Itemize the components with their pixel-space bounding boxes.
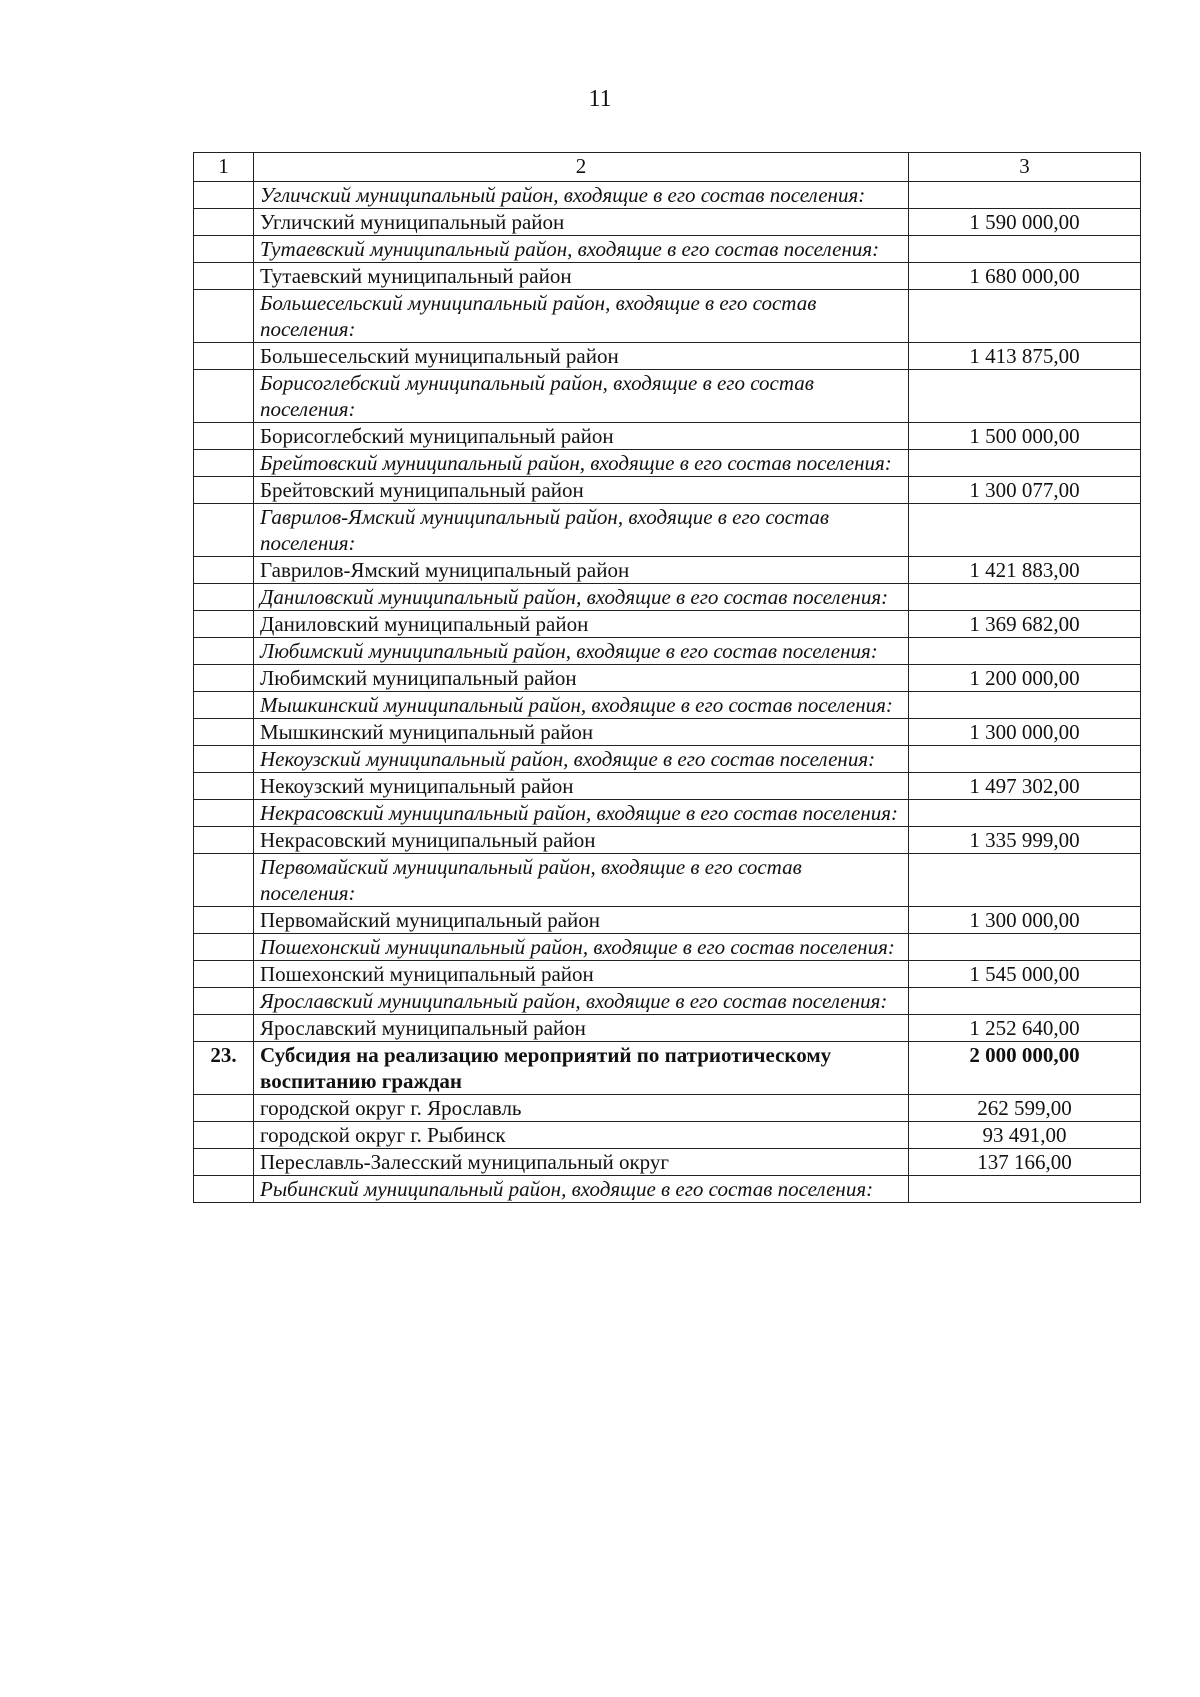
- table-row: [194, 988, 1141, 1015]
- table-header-row: [194, 153, 1141, 182]
- row-number-cell: [194, 557, 254, 584]
- row-name: Угличский муниципальный район: [254, 209, 909, 236]
- table-row: [194, 907, 1141, 934]
- header-col-1: 1: [194, 153, 254, 182]
- row-number-cell: [194, 504, 254, 557]
- row-number-cell: [194, 773, 254, 800]
- row-number-cell: [194, 961, 254, 988]
- row-name: Брейтовский муниципальный район: [254, 477, 909, 504]
- row-amount: [909, 934, 1141, 961]
- table-row: [194, 1095, 1141, 1122]
- row-amount: 1 421 883,00: [909, 557, 1141, 584]
- row-amount: [909, 854, 1141, 907]
- table-row: [194, 800, 1141, 827]
- table-row: [194, 692, 1141, 719]
- row-name: Некоузский муниципальный район: [254, 773, 909, 800]
- row-subheading: Ярославский муниципальный район, входящие в его состав поселения:: [254, 988, 909, 1015]
- page-number: 11: [588, 86, 612, 112]
- row-number-cell: [194, 1122, 254, 1149]
- row-subheading: Мышкинский муниципальный район, входящие в его состав поселения:: [254, 692, 909, 719]
- row-amount: [909, 290, 1141, 343]
- row-number-cell: [194, 477, 254, 504]
- table-row: [194, 477, 1141, 504]
- row-amount: [909, 450, 1141, 477]
- row-subheading: Первомайский муниципальный район, входящие в его состав поселения:: [254, 854, 909, 907]
- row-subheading: Большесельский муниципальный район, входящие в его состав поселения:: [254, 290, 909, 343]
- row-name: Даниловский муниципальный район: [254, 611, 909, 638]
- row-number-cell: [194, 907, 254, 934]
- row-amount: 1 590 000,00: [909, 209, 1141, 236]
- row-number-cell: [194, 1176, 254, 1203]
- header-col-3: 3: [909, 153, 1141, 182]
- table-row: [194, 827, 1141, 854]
- row-subheading: Брейтовский муниципальный район, входящие в его состав поселения:: [254, 450, 909, 477]
- row-amount: [909, 182, 1141, 209]
- row-subheading: Гаврилов-Ямский муниципальный район, входящие в его состав поселения:: [254, 504, 909, 557]
- row-name: Переславль-Залесский муниципальный округ: [254, 1149, 909, 1176]
- table-row: [194, 236, 1141, 263]
- table-row: [194, 1122, 1141, 1149]
- row-name: Субсидия на реализацию мероприятий по патриотическому воспитанию граждан: [254, 1042, 909, 1095]
- row-amount: 1 497 302,00: [909, 773, 1141, 800]
- row-number-cell: [194, 1149, 254, 1176]
- table-row: [194, 746, 1141, 773]
- row-subheading: Борисоглебский муниципальный район, входящие в его состав поселения:: [254, 370, 909, 423]
- table-row: [194, 665, 1141, 692]
- row-number-cell: [194, 263, 254, 290]
- row-subheading: Рыбинский муниципальный район, входящие в его состав поселения:: [254, 1176, 909, 1203]
- row-subheading: Некрасовский муниципальный район, входящие в его состав поселения:: [254, 800, 909, 827]
- row-number-cell: [194, 423, 254, 450]
- row-number-cell: [194, 1015, 254, 1042]
- row-name: Любимский муниципальный район: [254, 665, 909, 692]
- table-row: [194, 343, 1141, 370]
- row-amount: 1 300 077,00: [909, 477, 1141, 504]
- row-number-cell: [194, 854, 254, 907]
- table-row: [194, 1176, 1141, 1203]
- table-row: [194, 557, 1141, 584]
- table-row: [194, 1015, 1141, 1042]
- row-amount: 93 491,00: [909, 1122, 1141, 1149]
- row-name: Некрасовский муниципальный район: [254, 827, 909, 854]
- row-number-cell: [194, 611, 254, 638]
- table-row: [194, 290, 1141, 343]
- row-number-cell: [194, 236, 254, 263]
- table-row: [194, 263, 1141, 290]
- row-number-cell: [194, 692, 254, 719]
- header-col-2: 2: [254, 153, 909, 182]
- row-number-cell: [194, 934, 254, 961]
- table-row: [194, 450, 1141, 477]
- row-amount: [909, 746, 1141, 773]
- table-row: [194, 638, 1141, 665]
- table-row-total: [194, 1042, 1141, 1095]
- row-amount: [909, 692, 1141, 719]
- row-name: городской округ г. Рыбинск: [254, 1122, 909, 1149]
- row-name: Первомайский муниципальный район: [254, 907, 909, 934]
- row-amount: 1 500 000,00: [909, 423, 1141, 450]
- table-row: [194, 1149, 1141, 1176]
- row-number-cell: [194, 719, 254, 746]
- row-subheading: Тутаевский муниципальный район, входящие в его состав поселения:: [254, 236, 909, 263]
- row-subheading: Угличский муниципальный район, входящие в его состав поселения:: [254, 182, 909, 209]
- row-amount: 137 166,00: [909, 1149, 1141, 1176]
- table-row: [194, 854, 1141, 907]
- row-number-cell: [194, 584, 254, 611]
- row-amount: 1 369 682,00: [909, 611, 1141, 638]
- row-amount: [909, 988, 1141, 1015]
- row-name: Ярославский муниципальный район: [254, 1015, 909, 1042]
- row-subheading: Некоузский муниципальный район, входящие в его состав поселения:: [254, 746, 909, 773]
- row-subheading: Даниловский муниципальный район, входящие в его состав поселения:: [254, 584, 909, 611]
- row-amount: 1 680 000,00: [909, 263, 1141, 290]
- table-row: [194, 182, 1141, 209]
- row-amount: 1 252 640,00: [909, 1015, 1141, 1042]
- row-amount: 1 300 000,00: [909, 907, 1141, 934]
- row-amount: 1 335 999,00: [909, 827, 1141, 854]
- row-amount: [909, 504, 1141, 557]
- row-number-cell: [194, 800, 254, 827]
- row-amount: 2 000 000,00: [909, 1042, 1141, 1095]
- row-amount: 1 545 000,00: [909, 961, 1141, 988]
- row-number-cell: [194, 988, 254, 1015]
- row-number-cell: [194, 827, 254, 854]
- row-subheading: Пошехонский муниципальный район, входящие в его состав поселения:: [254, 934, 909, 961]
- table-row: [194, 719, 1141, 746]
- row-subheading: Любимский муниципальный район, входящие в его состав поселения:: [254, 638, 909, 665]
- row-number-cell: [194, 370, 254, 423]
- row-amount: [909, 370, 1141, 423]
- row-number-cell: [194, 290, 254, 343]
- row-name: Тутаевский муниципальный район: [254, 263, 909, 290]
- row-amount: 1 200 000,00: [909, 665, 1141, 692]
- row-number-cell: [194, 209, 254, 236]
- row-name: Пошехонский муниципальный район: [254, 961, 909, 988]
- row-name: городской округ г. Ярославль: [254, 1095, 909, 1122]
- table-row: [194, 370, 1141, 423]
- row-number-cell: [194, 450, 254, 477]
- row-amount: 1 300 000,00: [909, 719, 1141, 746]
- row-number-cell: [194, 665, 254, 692]
- row-amount: 262 599,00: [909, 1095, 1141, 1122]
- row-name: Гаврилов-Ямский муниципальный район: [254, 557, 909, 584]
- row-name: Большесельский муниципальный район: [254, 343, 909, 370]
- table-row: [194, 961, 1141, 988]
- row-name: Мышкинский муниципальный район: [254, 719, 909, 746]
- row-amount: [909, 236, 1141, 263]
- table-row: [194, 584, 1141, 611]
- table-row: [194, 934, 1141, 961]
- row-amount: [909, 638, 1141, 665]
- row-number-cell: [194, 1095, 254, 1122]
- table-row: [194, 504, 1141, 557]
- row-amount: [909, 1176, 1141, 1203]
- row-number-cell: [194, 746, 254, 773]
- row-name: Борисоглебский муниципальный район: [254, 423, 909, 450]
- row-number-cell: [194, 638, 254, 665]
- table-row: [194, 773, 1141, 800]
- row-amount: 1 413 875,00: [909, 343, 1141, 370]
- row-amount: [909, 800, 1141, 827]
- table-row: [194, 209, 1141, 236]
- row-number-cell: [194, 343, 254, 370]
- row-number-cell: 23.: [194, 1042, 254, 1095]
- row-number-cell: [194, 182, 254, 209]
- table-row: [194, 423, 1141, 450]
- allocation-table: [193, 152, 1141, 1203]
- row-amount: [909, 584, 1141, 611]
- table-row: [194, 611, 1141, 638]
